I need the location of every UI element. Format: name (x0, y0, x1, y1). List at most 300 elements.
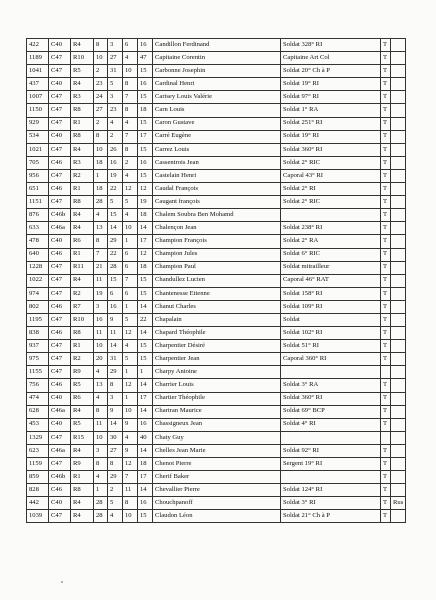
rank-unit-cell (281, 209, 381, 222)
camp-code: C47 (49, 510, 71, 523)
camp-code: C47 (49, 91, 71, 104)
day-cell: 1 (94, 484, 108, 497)
status-flag: T (381, 392, 391, 405)
grid-cell-c: 14 (138, 405, 153, 418)
grid-cell-b: 11 (123, 484, 138, 497)
grid-cell-b: 12 (123, 183, 138, 196)
camp-code: C46 (49, 300, 71, 313)
day-cell: 20 (94, 353, 108, 366)
nationality-cell (391, 156, 406, 169)
status-flag: T (381, 274, 391, 287)
day-cell: 23 (94, 78, 108, 91)
table-row (27, 458, 406, 471)
status-flag: T (381, 379, 391, 392)
row-code: R5 (71, 418, 94, 431)
grid-cell-a: 3 (108, 39, 123, 52)
camp-code: C47 (49, 340, 71, 353)
table-row (27, 169, 406, 182)
table-row (27, 209, 406, 222)
row-code: R4 (71, 209, 94, 222)
table-row (27, 313, 406, 326)
rank-unit-cell: Soldat 251° RI (281, 117, 381, 130)
nationality-cell (391, 471, 406, 484)
table-row (27, 104, 406, 117)
record-number: 1155 (27, 366, 49, 379)
grid-cell-c: 16 (138, 497, 153, 510)
grid-cell-b: 12 (123, 458, 138, 471)
name-cell: Champion François (153, 235, 281, 248)
record-number: 534 (27, 130, 49, 143)
nationality-cell (391, 52, 406, 65)
camp-code: C47 (49, 169, 71, 182)
grid-cell-b: 5 (123, 353, 138, 366)
grid-cell-a: 27 (108, 52, 123, 65)
row-code: R4 (71, 274, 94, 287)
name-cell: Chelles Jean Marie (153, 444, 281, 457)
grid-cell-c: 40 (138, 431, 153, 444)
record-number: 1150 (27, 104, 49, 117)
nationality-cell (391, 431, 406, 444)
grid-cell-b: 4 (123, 340, 138, 353)
table-row (27, 340, 406, 353)
day-cell: 28 (94, 497, 108, 510)
grid-cell-a: 4 (108, 510, 123, 523)
nationality-cell (391, 392, 406, 405)
camp-code: C47 (49, 431, 71, 444)
status-flag: T (381, 183, 391, 196)
grid-cell-a: 29 (108, 471, 123, 484)
rank-unit-cell: Soldat 360° RI (281, 392, 381, 405)
grid-cell-c: 18 (138, 261, 153, 274)
status-flag: T (381, 65, 391, 78)
grid-cell-b: 4 (123, 431, 138, 444)
grid-cell-a: 5 (108, 196, 123, 209)
status-flag (381, 366, 391, 379)
table-row (27, 156, 406, 169)
nationality-cell (391, 274, 406, 287)
grid-cell-b: 1 (123, 392, 138, 405)
grid-cell-a: 8 (108, 379, 123, 392)
table-row (27, 327, 406, 340)
record-number: 956 (27, 169, 49, 182)
record-number: 474 (27, 392, 49, 405)
rank-unit-cell: Soldat 2° RIC (281, 196, 381, 209)
nationality-cell (391, 261, 406, 274)
grid-cell-b: 12 (123, 379, 138, 392)
record-number: 453 (27, 418, 49, 431)
name-cell: Claudon Léon (153, 510, 281, 523)
camp-code: C47 (49, 117, 71, 130)
record-number: 623 (27, 444, 49, 457)
status-flag: T (381, 169, 391, 182)
status-flag: T (381, 104, 391, 117)
record-number: 1021 (27, 143, 49, 156)
name-cell: Charrier Louis (153, 379, 281, 392)
record-number: 628 (27, 405, 49, 418)
nationality-cell (391, 366, 406, 379)
row-code: R4 (71, 39, 94, 52)
grid-cell-b: 7 (123, 91, 138, 104)
register-table (26, 38, 406, 523)
camp-code: C47 (49, 274, 71, 287)
status-flag: T (381, 484, 391, 497)
grid-cell-c: 17 (138, 235, 153, 248)
rank-unit-cell: Soldat 19° RI (281, 130, 381, 143)
grid-cell-a: 31 (108, 353, 123, 366)
grid-cell-a: 5 (108, 78, 123, 91)
table-row (27, 366, 406, 379)
status-flag: T (381, 52, 391, 65)
rank-unit-cell: Soldat 328° RI (281, 39, 381, 52)
table-row (27, 484, 406, 497)
name-cell: Chartran Maurice (153, 405, 281, 418)
rank-unit-cell: Soldat (281, 313, 381, 326)
nationality-cell (391, 235, 406, 248)
row-code: R3 (71, 156, 94, 169)
rank-unit-cell: Soldat 97° RI (281, 91, 381, 104)
record-number: 1189 (27, 52, 49, 65)
camp-code: C40 (49, 418, 71, 431)
day-cell: 8 (94, 39, 108, 52)
status-flag: T (381, 91, 391, 104)
row-code: R4 (71, 444, 94, 457)
grid-cell-c: 14 (138, 484, 153, 497)
grid-cell-c: 47 (138, 52, 153, 65)
nationality-cell (391, 143, 406, 156)
grid-cell-a: 29 (108, 235, 123, 248)
status-flag: T (381, 222, 391, 235)
day-cell: 4 (94, 471, 108, 484)
name-cell: Cassentrois Jean (153, 156, 281, 169)
nationality-cell (391, 65, 406, 78)
name-cell: Chapard Théophile (153, 327, 281, 340)
day-cell: 11 (94, 274, 108, 287)
nationality-cell (391, 353, 406, 366)
row-code: R2 (71, 353, 94, 366)
grid-cell-a: 30 (108, 431, 123, 444)
rank-unit-cell: Sergent 19° RI (281, 458, 381, 471)
status-flag: T (381, 209, 391, 222)
nationality-cell (391, 91, 406, 104)
record-number: 1007 (27, 91, 49, 104)
grid-cell-c: 15 (138, 143, 153, 156)
grid-cell-a: 22 (108, 248, 123, 261)
grid-cell-c: 16 (138, 78, 153, 91)
nationality-cell (391, 458, 406, 471)
grid-cell-c: 15 (138, 91, 153, 104)
rank-unit-cell: Soldat mitrailleur (281, 261, 381, 274)
row-code: R4 (71, 222, 94, 235)
row-code: R6 (71, 392, 94, 405)
grid-cell-b: 4 (123, 117, 138, 130)
record-number: 828 (27, 484, 49, 497)
camp-code: C46 (49, 379, 71, 392)
nationality-cell (391, 379, 406, 392)
camp-code: C40 (49, 39, 71, 52)
table-row (27, 392, 406, 405)
day-cell: 8 (94, 130, 108, 143)
grid-cell-b: 2 (123, 156, 138, 169)
name-cell: Chassigneux Jean (153, 418, 281, 431)
table-row (27, 78, 406, 91)
grid-cell-c: 14 (138, 379, 153, 392)
grid-cell-c: 16 (138, 418, 153, 431)
record-number: 705 (27, 156, 49, 169)
name-cell: Cardinal Henri (153, 78, 281, 91)
camp-code: C47 (49, 366, 71, 379)
status-flag: T (381, 510, 391, 523)
day-cell: 4 (94, 366, 108, 379)
table-row (27, 497, 406, 510)
grid-cell-b: 4 (123, 169, 138, 182)
status-flag: T (381, 143, 391, 156)
camp-code: C47 (49, 287, 71, 300)
rank-unit-cell: Soldat 3° RI (281, 497, 381, 510)
rank-unit-cell: Soldat 3° RA (281, 379, 381, 392)
camp-code: C47 (49, 65, 71, 78)
record-number: 633 (27, 222, 49, 235)
status-flag: T (381, 313, 391, 326)
camp-code: C47 (49, 261, 71, 274)
grid-cell-c: 17 (138, 130, 153, 143)
page-speck (61, 581, 63, 583)
day-cell: 1 (94, 169, 108, 182)
grid-cell-b: 8 (123, 143, 138, 156)
table-row (27, 261, 406, 274)
camp-code: C46 (49, 183, 71, 196)
day-cell: 11 (94, 327, 108, 340)
record-number: 1329 (27, 431, 49, 444)
grid-cell-a: 9 (108, 405, 123, 418)
name-cell: Champion Paul (153, 261, 281, 274)
grid-cell-c: 22 (138, 313, 153, 326)
grid-cell-c: 18 (138, 104, 153, 117)
camp-code: C46 (49, 156, 71, 169)
name-cell: Candillon Ferdinand (153, 39, 281, 52)
grid-cell-a: 14 (108, 418, 123, 431)
record-number: 1195 (27, 313, 49, 326)
status-flag: T (381, 78, 391, 91)
rank-unit-cell: Soldat 238° RI (281, 222, 381, 235)
grid-cell-a: 2 (108, 130, 123, 143)
day-cell: 10 (94, 52, 108, 65)
grid-cell-b: 9 (123, 418, 138, 431)
day-cell: 8 (94, 458, 108, 471)
grid-cell-a: 3 (108, 91, 123, 104)
day-cell: 10 (94, 143, 108, 156)
nationality-cell (391, 209, 406, 222)
grid-cell-c: 15 (138, 510, 153, 523)
name-cell: Caudal François (153, 183, 281, 196)
row-code: R8 (71, 484, 94, 497)
rank-unit-cell: Soldat 1° RA (281, 104, 381, 117)
table-row (27, 117, 406, 130)
row-code: R6 (71, 235, 94, 248)
record-number: 876 (27, 209, 49, 222)
day-cell: 4 (94, 209, 108, 222)
grid-cell-a: 9 (108, 313, 123, 326)
name-cell: Caugant françois (153, 196, 281, 209)
table-row (27, 143, 406, 156)
nationality-cell (391, 78, 406, 91)
table-row (27, 379, 406, 392)
day-cell: 3 (94, 300, 108, 313)
nationality-cell (391, 183, 406, 196)
row-code: R3 (71, 91, 94, 104)
grid-cell-a: 8 (108, 458, 123, 471)
status-flag: T (381, 196, 391, 209)
name-cell: Capitaine Corentin (153, 52, 281, 65)
name-cell: Cherif Baker (153, 471, 281, 484)
rank-unit-cell: Soldat 69° BCP (281, 405, 381, 418)
record-number: 802 (27, 300, 49, 313)
grid-cell-c: 15 (138, 353, 153, 366)
grid-cell-c: 12 (138, 183, 153, 196)
grid-cell-c: 16 (138, 156, 153, 169)
grid-cell-c: 15 (138, 65, 153, 78)
day-cell: 7 (94, 248, 108, 261)
nationality-cell (391, 313, 406, 326)
record-number: 974 (27, 287, 49, 300)
grid-cell-b: 10 (123, 65, 138, 78)
rank-unit-cell: Caporal 360° RI (281, 353, 381, 366)
day-cell: 18 (94, 183, 108, 196)
name-cell: Chartier Théophile (153, 392, 281, 405)
grid-cell-b: 1 (123, 366, 138, 379)
grid-cell-c: 14 (138, 222, 153, 235)
record-number: 1151 (27, 196, 49, 209)
grid-cell-b: 8 (123, 78, 138, 91)
grid-cell-a: 22 (108, 183, 123, 196)
day-cell: 27 (94, 104, 108, 117)
grid-cell-c: 12 (138, 248, 153, 261)
camp-code: C46 (49, 248, 71, 261)
day-cell: 18 (94, 156, 108, 169)
grid-cell-b: 7 (123, 274, 138, 287)
grid-cell-a: 15 (108, 209, 123, 222)
camp-code: C46a (49, 444, 71, 457)
name-cell: Chaty Guy (153, 431, 281, 444)
rank-unit-cell: Soldat 92° RI (281, 444, 381, 457)
record-number: 651 (27, 183, 49, 196)
register-rows (27, 39, 406, 523)
day-cell: 24 (94, 91, 108, 104)
name-cell: Carbonne Josephin (153, 65, 281, 78)
nationality-cell (391, 248, 406, 261)
camp-code: C46b (49, 209, 71, 222)
row-code: R4 (71, 510, 94, 523)
name-cell: Chouchpanoff (153, 497, 281, 510)
nationality-cell (391, 444, 406, 457)
day-cell: 10 (94, 340, 108, 353)
status-flag: T (381, 405, 391, 418)
row-code: R4 (71, 78, 94, 91)
row-code: R8 (71, 196, 94, 209)
rank-unit-cell: Soldat 6° RIC (281, 248, 381, 261)
table-row (27, 196, 406, 209)
rank-unit-cell: Soldat 2° RIC (281, 156, 381, 169)
status-flag: T (381, 130, 391, 143)
grid-cell-b: 7 (123, 130, 138, 143)
grid-cell-a: 31 (108, 65, 123, 78)
record-number: 442 (27, 497, 49, 510)
grid-cell-a: 15 (108, 274, 123, 287)
row-code: R10 (71, 313, 94, 326)
table-row (27, 300, 406, 313)
grid-cell-b: 6 (123, 248, 138, 261)
row-code: R8 (71, 327, 94, 340)
row-code: R2 (71, 169, 94, 182)
name-cell: Chalem Soubra Ben Mohamd (153, 209, 281, 222)
rank-unit-cell: Soldat 20° Ch à P (281, 65, 381, 78)
camp-code: C47 (49, 52, 71, 65)
record-number: 1159 (27, 458, 49, 471)
name-cell: Chevallier Pierre (153, 484, 281, 497)
status-flag: T (381, 471, 391, 484)
row-code: R11 (71, 261, 94, 274)
row-code: R1 (71, 248, 94, 261)
status-flag: T (381, 261, 391, 274)
rank-unit-cell: Soldat 51° RI (281, 340, 381, 353)
row-code: R9 (71, 366, 94, 379)
camp-code: C46 (49, 327, 71, 340)
grid-cell-c: 16 (138, 39, 153, 52)
grid-cell-b: 4 (123, 209, 138, 222)
grid-cell-a: 23 (108, 104, 123, 117)
rank-unit-cell (281, 471, 381, 484)
nationality-cell (391, 104, 406, 117)
day-cell: 8 (94, 405, 108, 418)
table-row (27, 431, 406, 444)
status-flag: T (381, 117, 391, 130)
row-code: R4 (71, 405, 94, 418)
status-flag: T (381, 353, 391, 366)
row-code: R1 (71, 117, 94, 130)
record-number: 929 (27, 117, 49, 130)
grid-cell-a: 16 (108, 156, 123, 169)
day-cell: 4 (94, 392, 108, 405)
camp-code: C47 (49, 196, 71, 209)
grid-cell-c: 15 (138, 287, 153, 300)
status-flag: T (381, 444, 391, 457)
table-row (27, 287, 406, 300)
record-number: 1022 (27, 274, 49, 287)
nationality-cell (391, 484, 406, 497)
grid-cell-c: 18 (138, 209, 153, 222)
rank-unit-cell: Caporal 43° RI (281, 169, 381, 182)
grid-cell-b: 9 (123, 444, 138, 457)
grid-cell-a: 2 (108, 484, 123, 497)
grid-cell-c: 14 (138, 327, 153, 340)
name-cell: Charpentier Désiré (153, 340, 281, 353)
grid-cell-a: 29 (108, 366, 123, 379)
nationality-cell (391, 418, 406, 431)
row-code: R10 (71, 52, 94, 65)
status-flag: T (381, 340, 391, 353)
name-cell: Chandullez Lucien (153, 274, 281, 287)
status-flag (381, 431, 391, 444)
table-row (27, 274, 406, 287)
name-cell: Carisey Louis Valérie (153, 91, 281, 104)
grid-cell-b: 4 (123, 52, 138, 65)
day-cell: 13 (94, 222, 108, 235)
day-cell: 11 (94, 418, 108, 431)
grid-cell-b: 5 (123, 196, 138, 209)
rank-unit-cell (281, 366, 381, 379)
row-code: R9 (71, 458, 94, 471)
name-cell: Chenot Pierre (153, 458, 281, 471)
grid-cell-b: 8 (123, 497, 138, 510)
